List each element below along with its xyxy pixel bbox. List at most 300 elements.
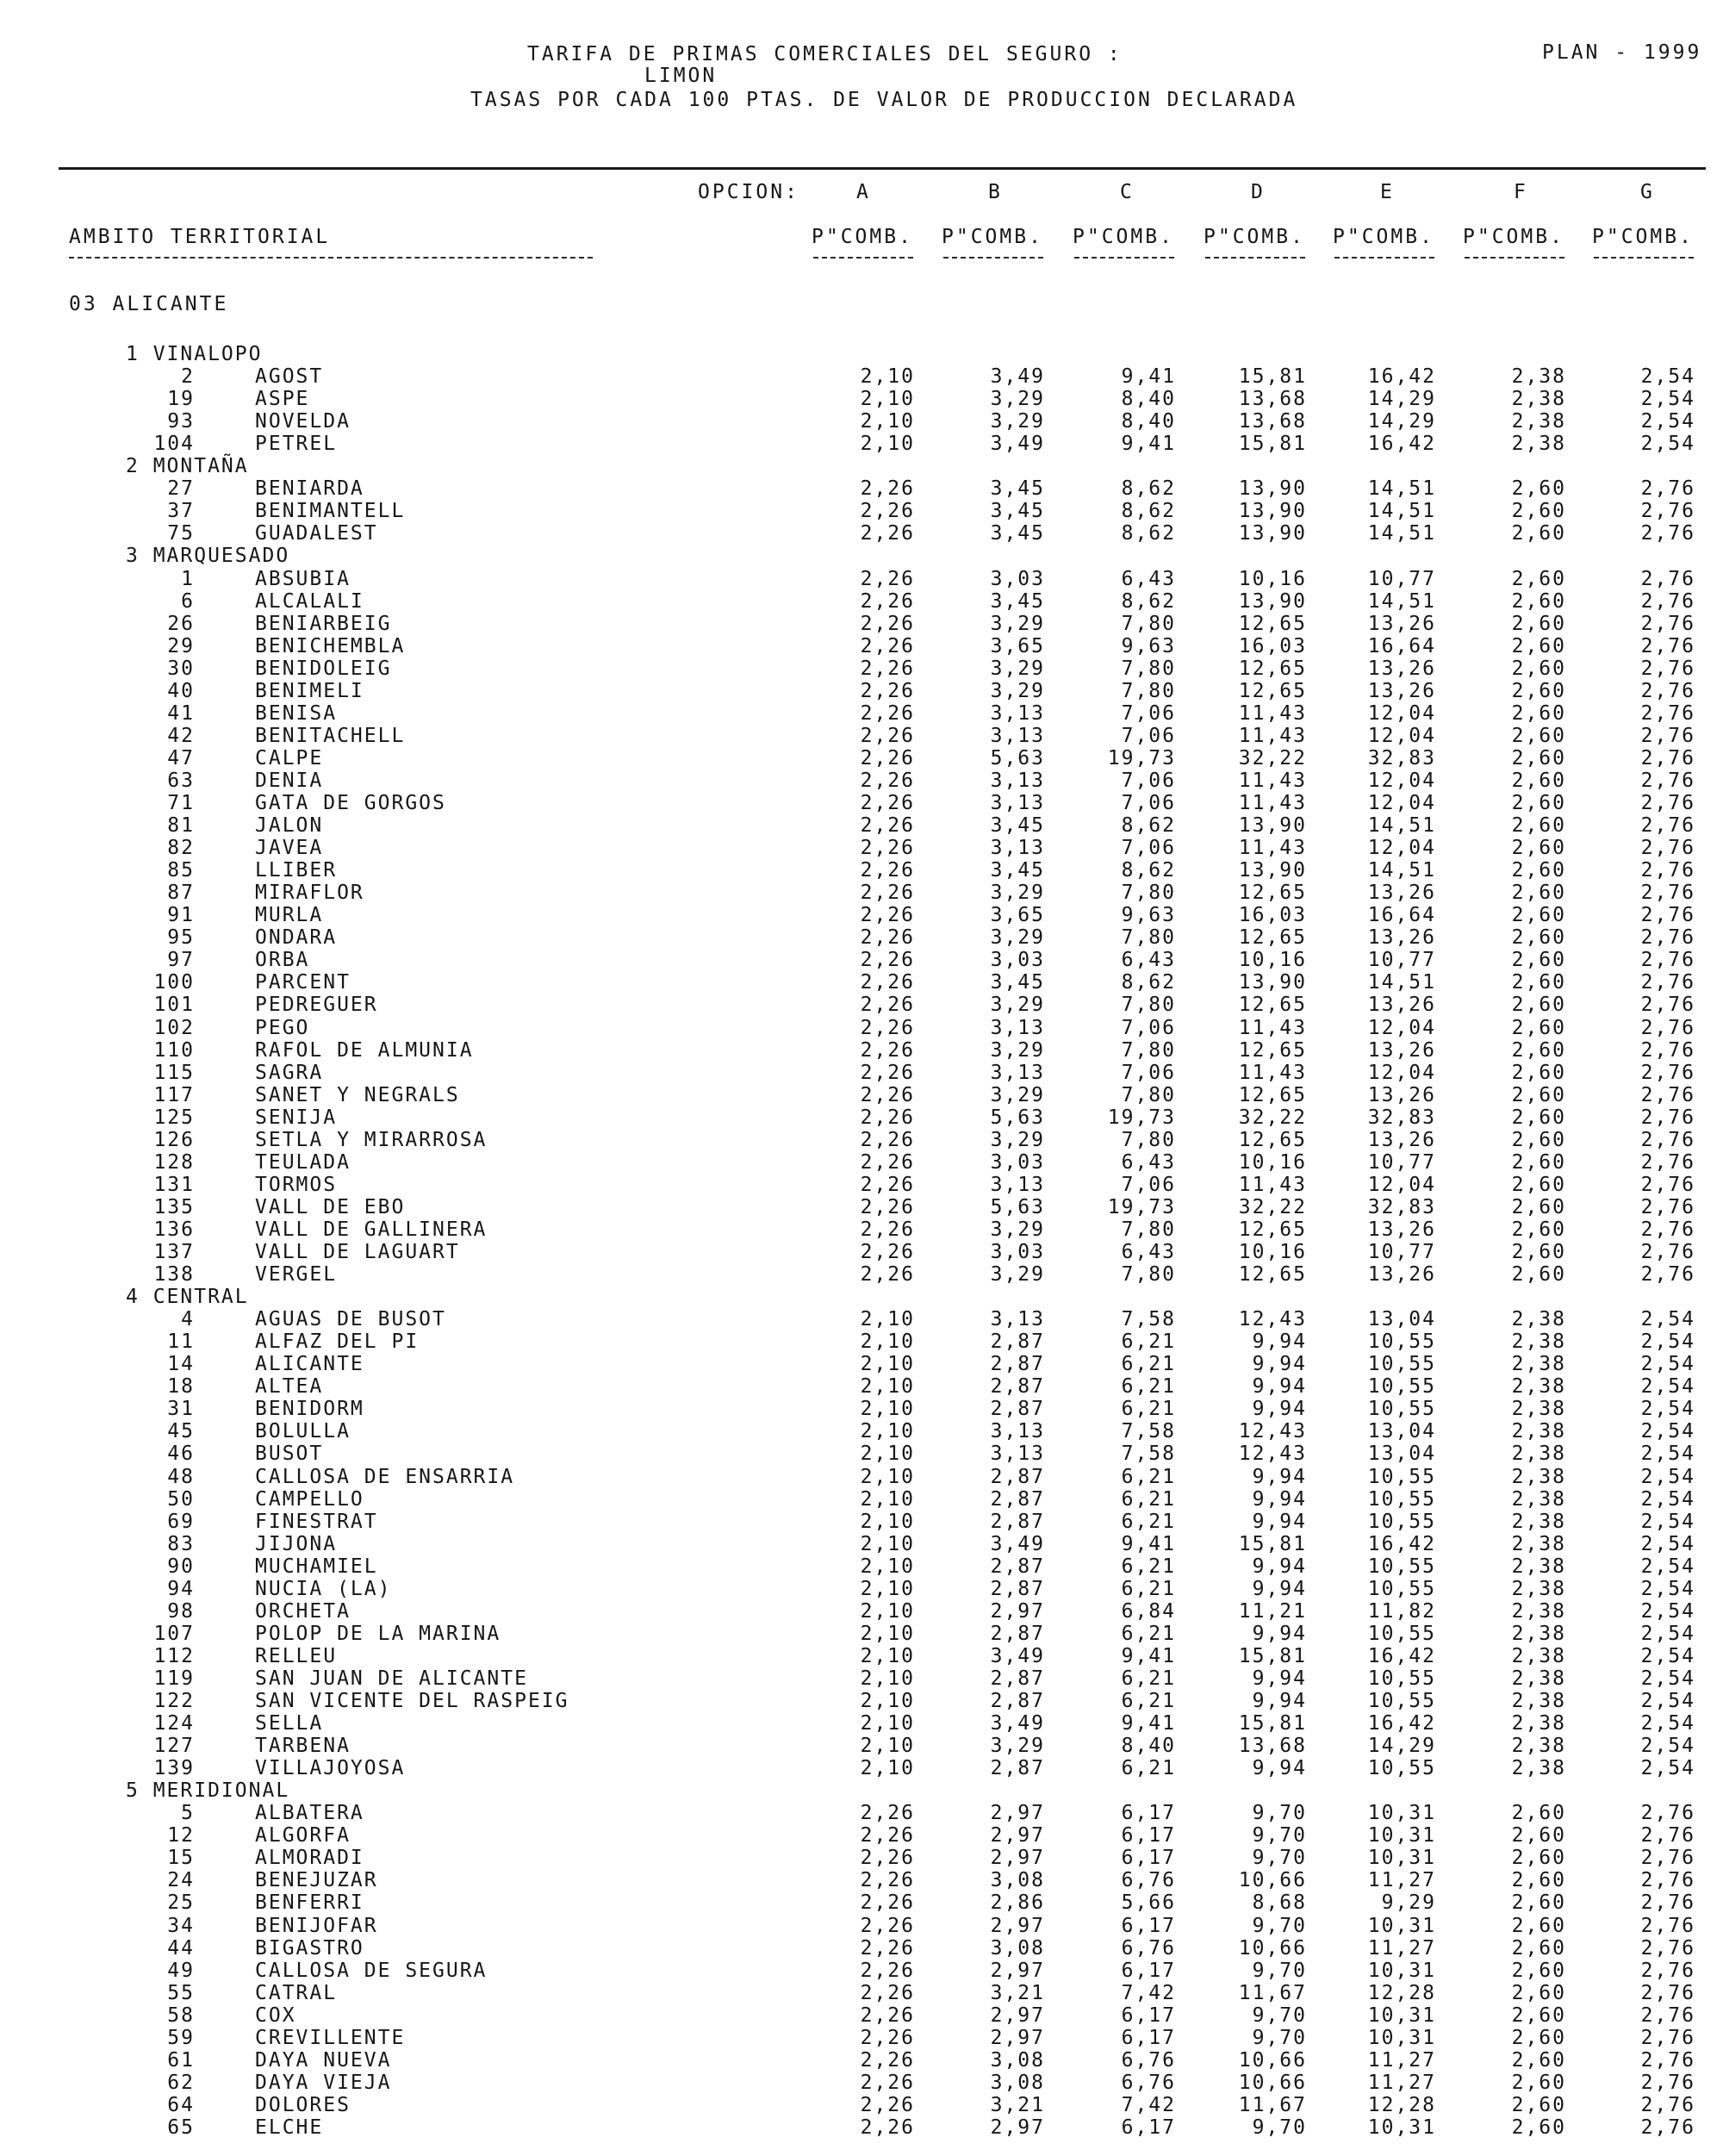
municipality-row	[0, 859, 1723, 882]
rate-d: 15,81	[1238, 433, 1307, 456]
municipality-name: AGOST	[255, 365, 324, 389]
rate-g: 2,54	[1640, 1398, 1695, 1421]
rate-d: 9,70	[1252, 1847, 1307, 1870]
rate-c: 9,41	[1121, 1644, 1176, 1667]
municipality-row	[0, 926, 1723, 949]
rate-e: 16,42	[1367, 1644, 1436, 1667]
rate-a: 2,10	[860, 1622, 915, 1645]
rate-a: 2,26	[860, 1802, 915, 1825]
municipality-name: TEULADA	[255, 1150, 351, 1174]
rate-f: 2,38	[1511, 365, 1566, 389]
rate-a: 2,26	[860, 1195, 915, 1218]
rate-f: 2,60	[1511, 1891, 1566, 1915]
municipality-code: 62	[167, 2071, 195, 2094]
rate-d: 9,70	[1252, 2003, 1307, 2027]
municipality-name: BENEJUZAR	[255, 1869, 378, 1892]
rate-g: 2,76	[1640, 634, 1695, 657]
municipality-name: ASPE	[255, 388, 310, 411]
comb-header-g: P"COMB.	[1592, 226, 1694, 248]
municipality-name: PARCENT	[255, 971, 351, 994]
rate-b: 3,13	[990, 837, 1045, 860]
municipality-name: VALL DE LAGUART	[255, 1241, 460, 1263]
municipality-name: BENIARDA	[255, 477, 364, 501]
rate-e: 14,29	[1367, 388, 1436, 411]
rate-f: 2,60	[1511, 1150, 1566, 1174]
municipality-row	[0, 1420, 1723, 1443]
rate-f: 2,60	[1511, 746, 1566, 770]
rate-e: 14,51	[1367, 814, 1436, 838]
rate-d: 15,81	[1238, 1644, 1307, 1667]
municipality-name: BENFERRI	[255, 1891, 364, 1915]
rate-c: 7,80	[1121, 1038, 1176, 1062]
rate-f: 2,60	[1511, 1195, 1566, 1218]
option-header-d: D	[1251, 181, 1266, 203]
comarca-heading	[0, 1779, 1723, 1802]
municipality-name: MURLA	[255, 904, 324, 927]
municipality-code: 101	[153, 994, 195, 1017]
rate-b: 3,13	[990, 724, 1045, 747]
rate-e: 10,31	[1367, 2003, 1436, 2027]
rate-d: 10,16	[1238, 1241, 1307, 1263]
municipality-code: 29	[167, 634, 195, 657]
rate-g: 2,76	[1640, 882, 1695, 905]
rate-g: 2,76	[1640, 1150, 1695, 1174]
comarca-heading	[0, 343, 1723, 365]
rate-f: 2,38	[1511, 388, 1566, 411]
municipality-code: 27	[167, 477, 195, 501]
rate-a: 2,10	[860, 1420, 915, 1443]
rate-a: 2,26	[860, 679, 915, 702]
rate-d: 13,90	[1238, 522, 1307, 545]
rate-g: 2,54	[1640, 1735, 1695, 1758]
municipality-row	[0, 1533, 1723, 1555]
municipality-row	[0, 2049, 1723, 2072]
rate-c: 6,21	[1121, 1330, 1176, 1354]
rate-b: 2,87	[990, 1757, 1045, 1780]
municipality-name: POLOP DE LA MARINA	[255, 1622, 501, 1645]
rate-g: 2,54	[1640, 1622, 1695, 1645]
municipality-name: NUCIA (LA)	[255, 1577, 392, 1600]
rate-a: 2,26	[860, 769, 915, 792]
rate-b: 2,87	[990, 1577, 1045, 1600]
municipality-code: 95	[167, 926, 195, 950]
document-title: TARIFA DE PRIMAS COMERCIALES DEL SEGURO :	[527, 43, 1123, 65]
rate-c: 6,43	[1121, 1241, 1176, 1263]
rate-f: 2,60	[1511, 657, 1566, 680]
municipality-name: MUCHAMIEL	[255, 1555, 378, 1578]
rate-d: 13,90	[1238, 500, 1307, 523]
municipality-name: FINESTRAT	[255, 1510, 378, 1533]
municipality-code: 12	[167, 1824, 195, 1848]
municipality-code: 11	[167, 1330, 195, 1354]
rate-d: 9,94	[1252, 1757, 1307, 1780]
rate-a: 2,26	[860, 949, 915, 972]
rate-e: 10,31	[1367, 1959, 1436, 1982]
municipality-code: 34	[167, 1914, 195, 1937]
rate-c: 7,06	[1121, 792, 1176, 814]
municipality-name: BUSOT	[255, 1443, 324, 1466]
rate-c: 7,06	[1121, 769, 1176, 792]
rate-c: 7,06	[1121, 1173, 1176, 1196]
rate-f: 2,60	[1511, 589, 1566, 613]
rate-g: 2,76	[1640, 1218, 1695, 1241]
rate-b: 3,29	[990, 1263, 1045, 1287]
rate-g: 2,76	[1640, 994, 1695, 1017]
rate-e: 10,31	[1367, 1847, 1436, 1870]
municipality-name: ALGORFA	[255, 1824, 351, 1848]
rate-e: 12,04	[1367, 1173, 1436, 1196]
municipality-row	[0, 702, 1723, 725]
rate-c: 7,06	[1121, 1016, 1176, 1039]
rate-b: 3,08	[990, 2071, 1045, 2094]
rate-a: 2,10	[860, 1330, 915, 1354]
municipality-name: PEGO	[255, 1016, 310, 1039]
rate-g: 2,54	[1640, 1712, 1695, 1735]
rate-c: 6,76	[1121, 1869, 1176, 1892]
municipality-name: ELCHE	[255, 2115, 324, 2139]
rate-a: 2,26	[860, 2026, 915, 2049]
municipality-name: RAFOL DE ALMUNIA	[255, 1038, 474, 1062]
municipality-code: 102	[153, 1016, 195, 1039]
rate-c: 7,80	[1121, 882, 1176, 905]
rate-f: 2,60	[1511, 1936, 1566, 1960]
rate-b: 2,97	[990, 1847, 1045, 1870]
municipality-code: 131	[153, 1173, 195, 1196]
rate-e: 16,64	[1367, 634, 1436, 657]
rate-g: 2,76	[1640, 1106, 1695, 1129]
rate-c: 6,21	[1121, 1667, 1176, 1690]
rate-f: 2,38	[1511, 1555, 1566, 1578]
rate-f: 2,60	[1511, 971, 1566, 994]
rate-c: 8,40	[1121, 388, 1176, 411]
rate-b: 3,03	[990, 949, 1045, 972]
rate-a: 2,10	[860, 1757, 915, 1780]
municipality-code: 55	[167, 1981, 195, 2004]
rate-c: 6,21	[1121, 1622, 1176, 1645]
rate-c: 6,21	[1121, 1555, 1176, 1578]
municipality-row	[0, 2027, 1723, 2049]
rate-c: 6,21	[1121, 1690, 1176, 1712]
rate-b: 3,29	[990, 410, 1045, 433]
rate-g: 2,54	[1640, 1690, 1695, 1712]
rate-b: 3,45	[990, 522, 1045, 545]
rate-a: 2,26	[860, 500, 915, 523]
rate-a: 2,26	[860, 1847, 915, 1870]
rate-d: 15,81	[1238, 1712, 1307, 1735]
rate-f: 2,38	[1511, 1308, 1566, 1331]
rate-f: 2,38	[1511, 1599, 1566, 1623]
rate-a: 2,10	[860, 1690, 915, 1712]
rate-b: 3,45	[990, 859, 1045, 882]
rate-d: 13,68	[1238, 388, 1307, 411]
comarca-label: 2 MONTAÑA	[126, 455, 249, 478]
rate-g: 2,54	[1640, 1465, 1695, 1488]
rate-d: 12,65	[1238, 994, 1307, 1017]
territory-underline	[69, 257, 593, 259]
municipality-row	[0, 1039, 1723, 1062]
municipality-row	[0, 1645, 1723, 1667]
rate-f: 2,60	[1511, 949, 1566, 972]
municipality-row	[0, 1802, 1723, 1824]
territory-label: AMBITO TERRITORIAL	[69, 226, 331, 248]
rate-e: 13,26	[1367, 1218, 1436, 1241]
municipality-row	[0, 1735, 1723, 1757]
rate-a: 2,26	[860, 994, 915, 1017]
rate-g: 2,76	[1640, 1802, 1695, 1825]
rate-g: 2,76	[1640, 657, 1695, 680]
municipality-row	[0, 590, 1723, 613]
municipality-name: BENIMELI	[255, 679, 364, 702]
municipality-name: CALLOSA DE ENSARRIA	[255, 1465, 515, 1488]
rate-e: 10,31	[1367, 1802, 1436, 1825]
rate-g: 2,76	[1640, 612, 1695, 635]
municipality-code: 64	[167, 2093, 195, 2116]
rate-d: 10,16	[1238, 567, 1307, 590]
rate-b: 3,29	[990, 1083, 1045, 1106]
rate-d: 9,70	[1252, 1959, 1307, 1982]
municipality-row	[0, 2004, 1723, 2027]
rate-f: 2,38	[1511, 433, 1566, 456]
option-header-e: E	[1380, 181, 1395, 203]
rate-f: 2,60	[1511, 1083, 1566, 1106]
rate-f: 2,60	[1511, 2071, 1566, 2094]
rate-a: 2,26	[860, 971, 915, 994]
rate-c: 6,76	[1121, 2048, 1176, 2072]
rate-a: 2,26	[860, 1150, 915, 1174]
rate-g: 2,76	[1640, 679, 1695, 702]
rate-a: 2,26	[860, 746, 915, 770]
rate-g: 2,76	[1640, 2071, 1695, 2094]
municipality-code: 107	[153, 1622, 195, 1645]
municipality-name: ALTEA	[255, 1375, 324, 1399]
rate-d: 9,94	[1252, 1375, 1307, 1399]
rate-f: 2,60	[1511, 1802, 1566, 1825]
municipality-row	[0, 1174, 1723, 1196]
rate-c: 7,06	[1121, 701, 1176, 725]
rate-a: 2,26	[860, 1106, 915, 1129]
rate-b: 3,49	[990, 433, 1045, 456]
rate-c: 9,63	[1121, 634, 1176, 657]
municipality-name: BENIMANTELL	[255, 500, 406, 523]
rate-d: 16,03	[1238, 634, 1307, 657]
rate-a: 2,26	[860, 657, 915, 680]
municipality-name: JAVEA	[255, 837, 324, 860]
comb-header-e: P"COMB.	[1333, 226, 1434, 248]
rate-b: 5,63	[990, 1195, 1045, 1218]
rate-a: 2,26	[860, 792, 915, 814]
municipality-name: SETLA Y MIRARROSA	[255, 1128, 488, 1151]
municipality-code: 90	[167, 1555, 195, 1578]
rate-g: 2,76	[1640, 1959, 1695, 1982]
rate-c: 9,41	[1121, 1712, 1176, 1735]
rate-e: 14,51	[1367, 971, 1436, 994]
municipality-row	[0, 1511, 1723, 1533]
rate-c: 7,80	[1121, 657, 1176, 680]
rate-b: 3,29	[990, 994, 1045, 1017]
municipality-code: 61	[167, 2048, 195, 2072]
rate-b: 3,13	[990, 1443, 1045, 1466]
rate-e: 10,31	[1367, 2115, 1436, 2139]
municipality-name: DOLORES	[255, 2093, 351, 2116]
rate-c: 6,21	[1121, 1487, 1176, 1511]
rate-b: 3,65	[990, 634, 1045, 657]
rate-f: 2,38	[1511, 1622, 1566, 1645]
rate-d: 9,94	[1252, 1487, 1307, 1511]
rate-g: 2,76	[1640, 792, 1695, 814]
rate-a: 2,26	[860, 1824, 915, 1848]
rate-d: 12,65	[1238, 1083, 1307, 1106]
rate-f: 2,60	[1511, 882, 1566, 905]
rate-c: 5,66	[1121, 1891, 1176, 1915]
rate-a: 2,10	[860, 1555, 915, 1578]
municipality-row	[0, 1824, 1723, 1847]
comarca-label: 5 MERIDIONAL	[126, 1779, 290, 1803]
rate-g: 2,76	[1640, 2115, 1695, 2139]
rate-b: 2,97	[990, 1824, 1045, 1848]
rate-g: 2,76	[1640, 2026, 1695, 2049]
rate-d: 13,90	[1238, 859, 1307, 882]
rate-e: 12,04	[1367, 1016, 1436, 1039]
rate-a: 2,26	[860, 859, 915, 882]
municipality-name: ALCALALI	[255, 589, 364, 613]
rate-b: 3,45	[990, 814, 1045, 838]
comb-underline-b	[943, 257, 1043, 259]
rate-c: 6,17	[1121, 1847, 1176, 1870]
municipality-row	[0, 1151, 1723, 1174]
rate-e: 12,04	[1367, 1061, 1436, 1084]
municipality-code: 49	[167, 1959, 195, 1982]
municipality-row	[0, 1375, 1723, 1398]
rate-e: 12,04	[1367, 724, 1436, 747]
rate-f: 2,60	[1511, 1128, 1566, 1151]
rate-e: 16,42	[1367, 1532, 1436, 1555]
rate-d: 9,94	[1252, 1577, 1307, 1600]
rate-g: 2,76	[1640, 814, 1695, 838]
municipality-code: 139	[153, 1757, 195, 1780]
rate-e: 10,55	[1367, 1690, 1436, 1712]
rate-g: 2,76	[1640, 500, 1695, 523]
municipality-name: SAN JUAN DE ALICANTE	[255, 1667, 528, 1690]
rate-c: 6,17	[1121, 1802, 1176, 1825]
rate-d: 11,67	[1238, 1981, 1307, 2004]
rate-c: 8,40	[1121, 410, 1176, 433]
municipality-name: SAGRA	[255, 1061, 324, 1084]
rate-g: 2,54	[1640, 1757, 1695, 1780]
rate-e: 16,42	[1367, 1712, 1436, 1735]
rate-e: 10,55	[1367, 1465, 1436, 1488]
rate-c: 8,62	[1121, 971, 1176, 994]
rate-g: 2,54	[1640, 1487, 1695, 1511]
rate-f: 2,60	[1511, 612, 1566, 635]
municipality-code: 110	[153, 1038, 195, 1062]
rate-f: 2,60	[1511, 724, 1566, 747]
rate-a: 2,10	[860, 1644, 915, 1667]
rate-f: 2,60	[1511, 1038, 1566, 1062]
municipality-name: BENITACHELL	[255, 724, 406, 747]
rate-b: 3,45	[990, 477, 1045, 501]
rate-a: 2,10	[860, 1308, 915, 1331]
rate-a: 2,26	[860, 1914, 915, 1937]
rate-c: 6,43	[1121, 1150, 1176, 1174]
rate-c: 6,21	[1121, 1398, 1176, 1421]
rate-c: 6,76	[1121, 1936, 1176, 1960]
rate-f: 2,60	[1511, 1241, 1566, 1263]
rate-a: 2,26	[860, 814, 915, 838]
rate-a: 2,10	[860, 1577, 915, 1600]
rate-e: 13,04	[1367, 1443, 1436, 1466]
rate-g: 2,76	[1640, 926, 1695, 950]
rate-d: 9,94	[1252, 1353, 1307, 1376]
municipality-code: 6	[181, 589, 195, 613]
rate-d: 9,70	[1252, 2026, 1307, 2049]
rate-c: 7,80	[1121, 994, 1176, 1017]
municipality-row	[0, 971, 1723, 994]
rate-b: 3,03	[990, 1150, 1045, 1174]
rate-a: 2,26	[860, 1173, 915, 1196]
rate-d: 12,65	[1238, 657, 1307, 680]
rate-f: 2,38	[1511, 1644, 1566, 1667]
rate-b: 3,45	[990, 971, 1045, 994]
rate-b: 2,87	[990, 1398, 1045, 1421]
rate-b: 3,13	[990, 1016, 1045, 1039]
comb-header-d: P"COMB.	[1204, 226, 1305, 248]
rate-e: 9,29	[1381, 1891, 1436, 1915]
municipality-row	[0, 635, 1723, 657]
rate-a: 2,26	[860, 634, 915, 657]
rate-d: 12,43	[1238, 1420, 1307, 1443]
rate-d: 8,68	[1252, 1891, 1307, 1915]
municipality-code: 15	[167, 1847, 195, 1870]
municipality-row	[0, 1330, 1723, 1353]
rate-d: 13,68	[1238, 1735, 1307, 1758]
municipality-code: 93	[167, 410, 195, 433]
rate-c: 19,73	[1107, 1106, 1176, 1129]
rate-g: 2,54	[1640, 1420, 1695, 1443]
rate-c: 8,62	[1121, 477, 1176, 501]
municipality-row	[0, 2116, 1723, 2139]
municipality-name: ABSUBIA	[255, 567, 351, 590]
rate-a: 2,10	[860, 1532, 915, 1555]
rate-c: 7,80	[1121, 926, 1176, 950]
comarca-label: 1 VINALOPO	[126, 343, 263, 365]
rate-d: 13,68	[1238, 410, 1307, 433]
rate-e: 10,31	[1367, 1914, 1436, 1937]
rate-c: 9,41	[1121, 433, 1176, 456]
rate-b: 3,13	[990, 792, 1045, 814]
municipality-name: RELLEU	[255, 1644, 338, 1667]
municipality-code: 26	[167, 612, 195, 635]
rate-b: 3,65	[990, 904, 1045, 927]
rate-d: 10,16	[1238, 1150, 1307, 1174]
municipality-code: 5	[181, 1802, 195, 1825]
rate-d: 13,90	[1238, 971, 1307, 994]
rate-d: 9,94	[1252, 1330, 1307, 1354]
municipality-code: 69	[167, 1510, 195, 1533]
municipality-name: COX	[255, 2003, 296, 2027]
rate-a: 2,26	[860, 1959, 915, 1982]
rate-e: 11,27	[1367, 2071, 1436, 2094]
municipality-code: 19	[167, 388, 195, 411]
rate-d: 9,94	[1252, 1510, 1307, 1533]
municipality-code: 94	[167, 1577, 195, 1600]
rate-f: 2,60	[1511, 2003, 1566, 2027]
rate-e: 14,29	[1367, 1735, 1436, 1758]
rate-g: 2,76	[1640, 904, 1695, 927]
rate-f: 2,38	[1511, 1443, 1566, 1466]
municipality-row	[0, 1017, 1723, 1039]
rate-e: 10,77	[1367, 1241, 1436, 1263]
rate-a: 2,26	[860, 837, 915, 860]
